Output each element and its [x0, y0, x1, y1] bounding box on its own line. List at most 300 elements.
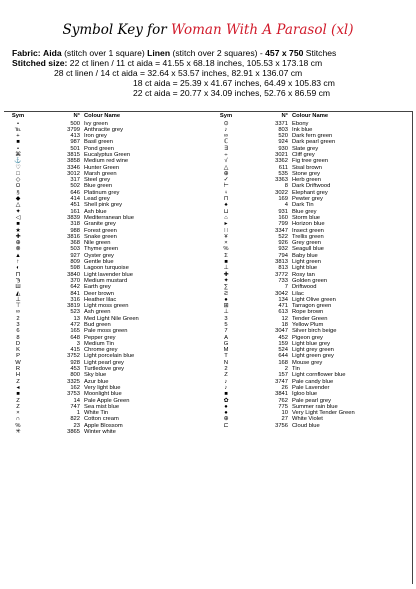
symbol-cell: ¥ — [224, 233, 228, 240]
thread-number-cell: 762 — [278, 397, 288, 404]
colour-name-cell: Basil green — [84, 139, 114, 146]
symbol-cell: ■ — [16, 391, 20, 398]
symbol-cell: % — [223, 246, 229, 253]
thread-number-cell: 8 — [284, 183, 288, 190]
symbol-cell: K — [16, 347, 20, 354]
stitched-size-line-1 — [12, 58, 412, 69]
thread-number-cell: 452 — [278, 334, 288, 341]
colour-name-cell: Pewter grey — [292, 196, 323, 203]
symbol-cell: ▲ — [15, 252, 21, 259]
colour-name-cell: Light lavender blue — [84, 271, 133, 278]
symbol-cell: 2 — [224, 366, 228, 373]
thread-number-cell: 3022 — [275, 189, 288, 196]
thread-number-cell: 368 — [70, 240, 80, 247]
colour-name-cell: Snake green — [84, 233, 117, 240]
header-num: N° — [73, 113, 80, 119]
thread-number-cell: 3756 — [275, 422, 288, 429]
symbol-cell: ℂ — [223, 139, 229, 146]
thread-number-cell: 928 — [70, 359, 80, 366]
colour-name-cell: Seagull blue — [292, 246, 324, 253]
symbol-cell: ✚ — [15, 233, 21, 240]
symbol-cell: 7 — [224, 328, 228, 335]
page-title — [0, 22, 416, 38]
symbol-cell: ◆ — [15, 196, 21, 203]
colour-name-cell: Sky blue — [84, 372, 107, 379]
symbol-cell: × — [16, 410, 20, 417]
symbol-cell: Ϡ — [15, 277, 21, 284]
thread-number-cell: 2 — [284, 366, 288, 373]
key-header — [6, 113, 196, 120]
symbol-cell: ◐ — [16, 265, 20, 272]
colour-name-cell: Tender Green — [292, 315, 328, 322]
thread-number-cell: 370 — [70, 277, 80, 284]
thread-number-cell: 932 — [278, 246, 288, 253]
thread-number-cell: 3363 — [275, 177, 288, 184]
colour-name-cell: Medium red wine — [84, 158, 129, 165]
symbol-cell: ★ — [15, 227, 21, 234]
thread-number-cell: 453 — [70, 366, 80, 373]
colour-name-cell: Gentle blue — [84, 259, 114, 266]
thread-number-cell: 931 — [278, 208, 288, 215]
symbol-cell: H — [15, 372, 21, 379]
colour-name-cell: Shell pink grey — [84, 202, 123, 209]
thread-number-cell: 500 — [70, 120, 80, 127]
thread-number-cell: 134 — [278, 296, 288, 303]
thread-number-cell: 646 — [70, 189, 80, 196]
colour-name-cell: Medium Tin — [84, 340, 114, 347]
symbol-cell: • — [16, 120, 20, 127]
colour-name-cell: Azur blue — [84, 378, 109, 385]
colour-name-cell: Ink blue — [292, 126, 313, 133]
colour-name-cell: Dark Tin — [292, 202, 314, 209]
colour-name-cell: Ash green — [84, 309, 111, 316]
colour-name-cell: Light blue grey — [292, 340, 331, 347]
thread-number-cell: 775 — [278, 403, 288, 410]
colour-name-cell: Earth grey — [84, 284, 111, 291]
thread-number-cell: 10 — [281, 410, 288, 417]
thread-number-cell: 3816 — [67, 233, 80, 240]
symbol-cell: ℡ — [14, 126, 22, 133]
colour-name-cell: Moonlight blue — [84, 391, 122, 398]
symbol-cell: Ω — [15, 183, 21, 190]
thread-number-cell: 503 — [70, 246, 80, 253]
colour-name-cell: Stone grey — [292, 170, 321, 177]
symbol-cell: ∞ — [15, 309, 21, 316]
colour-name-cell: Forest green — [84, 227, 117, 234]
thread-number-cell: 3047 — [275, 328, 288, 335]
symbol-cell: ⊙ — [223, 120, 229, 127]
thread-number-cell: 926 — [278, 240, 288, 247]
thread-number-cell: 13 — [73, 315, 80, 322]
colour-name-cell: Silver birch beige — [292, 328, 337, 335]
thread-number-cell: 3021 — [275, 151, 288, 158]
colour-name-cell: Igloo blue — [292, 391, 318, 398]
thread-number-cell: 3346 — [67, 164, 80, 171]
title-pattern-name: Woman With A Parasol (xl) — [171, 22, 354, 38]
colour-name-cell: Very light blue — [84, 384, 121, 391]
colour-name-cell: Rope brown — [292, 309, 324, 316]
key-column-left — [6, 113, 196, 435]
symbol-cell: Z — [224, 372, 228, 379]
symbol-cell: ● — [224, 296, 228, 303]
colour-name-cell: Trellis green — [292, 233, 324, 240]
symbol-cell: Ƨ — [224, 290, 228, 297]
colour-name-cell: Cotton cream — [84, 416, 119, 423]
thread-number-cell: 413 — [70, 133, 80, 140]
thread-number-cell: 813 — [278, 265, 288, 272]
thread-number-cell: 642 — [70, 284, 80, 291]
thread-number-cell: 1 — [76, 410, 80, 417]
stitched-size-label: Stitched size: — [12, 58, 68, 68]
colour-name-cell: Oyster grey — [84, 252, 114, 259]
thread-number-cell: 3772 — [275, 271, 288, 278]
thread-number-cell: 924 — [278, 139, 288, 146]
symbol-cell: Σ — [224, 252, 228, 259]
symbol-cell: ⊕ — [223, 170, 229, 177]
symbol-cell: Π — [15, 271, 21, 278]
symbol-cell: ◭ — [15, 290, 21, 297]
thread-number-cell: 159 — [278, 340, 288, 347]
symbol-cell: ⊏ — [223, 422, 229, 429]
symbol-cell: □ — [16, 170, 20, 177]
thread-number-cell: 799 — [278, 221, 288, 228]
symbol-cell: Z — [16, 378, 20, 385]
table-row — [6, 429, 196, 435]
colour-name-cell: Sea mist blue — [84, 403, 120, 410]
thread-number-cell: 3325 — [67, 378, 80, 385]
symbol-cell: ✓ — [223, 177, 229, 184]
colour-name-cell: Platinum grey — [84, 189, 120, 196]
colour-name-cell: Lilac — [292, 290, 304, 297]
colour-name-cell: Summer rain blue — [292, 403, 338, 410]
thread-number-cell: 3865 — [67, 429, 80, 436]
symbol-cell: ↑ — [16, 259, 20, 266]
colour-name-cell: Granite grey — [84, 221, 116, 228]
symbol-cell: ● — [224, 403, 228, 410]
symbol-cell: M — [223, 347, 229, 354]
thread-number-cell: 12 — [281, 315, 288, 322]
thread-number-cell: 162 — [70, 384, 80, 391]
symbol-cell: ◂ — [16, 384, 20, 391]
colour-name-cell: Heather lilac — [84, 296, 117, 303]
symbol-cell: P — [16, 353, 20, 360]
symbol-cell: Z — [16, 403, 20, 410]
symbol-cell: Z — [16, 397, 20, 404]
symbol-cell: ♠ — [224, 202, 228, 209]
colour-name-cell: Deer brown — [84, 290, 114, 297]
colour-name-cell: Ash blue — [84, 208, 107, 215]
thread-number-cell: 157 — [278, 372, 288, 379]
symbol-cell: ◇ — [15, 177, 21, 184]
fabric-aida: Aida — [43, 48, 62, 58]
title-prefix: Symbol Key for — [62, 22, 167, 38]
colour-name-cell: Med Light Nile Green — [84, 315, 139, 322]
thread-number-cell: 987 — [70, 139, 80, 146]
thread-number-cell: 14 — [73, 397, 80, 404]
symbol-cell: ♀ — [223, 189, 229, 196]
thread-number-cell: 3012 — [67, 170, 80, 177]
symbol-cell: ⊞ — [223, 303, 229, 310]
colour-name-cell: Nile green — [84, 240, 111, 247]
thread-number-cell: 3819 — [67, 303, 80, 310]
colour-name-cell: Mediterranean blue — [84, 214, 134, 221]
thread-number-cell: 794 — [278, 252, 288, 259]
colour-name-cell: Light Olive green — [292, 296, 336, 303]
colour-name-cell: Ivy green — [84, 120, 108, 127]
thread-number-cell: 930 — [278, 145, 288, 152]
colour-name-cell: Mouse grey — [292, 359, 323, 366]
symbol-cell: § — [16, 189, 20, 196]
thread-number-cell: 501 — [70, 145, 80, 152]
symbol-cell: ▸ — [224, 221, 228, 228]
thread-number-cell: 316 — [70, 296, 80, 303]
colour-name-cell: Driftwood — [292, 284, 317, 291]
colour-name-cell: Light grey green — [292, 347, 334, 354]
symbol-cell: ⊥ — [223, 265, 229, 272]
thread-number-cell: 165 — [70, 328, 80, 335]
symbol-cell: ⊢ — [223, 183, 229, 190]
symbol-cell: × — [224, 240, 228, 247]
colour-name-cell: Apple Blossom — [84, 422, 123, 429]
thread-number-cell: 23 — [73, 422, 80, 429]
colour-name-cell: Light green grey — [292, 353, 334, 360]
colour-name-cell: Cloud blue — [292, 422, 320, 429]
thread-number-cell: 415 — [70, 347, 80, 354]
symbol-cell: + — [16, 133, 20, 140]
thread-number-cell: 3747 — [275, 378, 288, 385]
thread-number-cell: 3042 — [275, 290, 288, 297]
symbol-cell: ∑ — [223, 284, 229, 291]
colour-name-cell: Tin — [292, 366, 300, 373]
symbol-cell: ♪ — [224, 384, 228, 391]
stitched-size-line-4: 22 ct aida = 20.77 x 34.09 inches, 52.76 x 86.59 cm — [133, 88, 331, 98]
symbol-cell: ⊥ — [15, 296, 21, 303]
colour-name-cell: Fig tree green — [292, 158, 329, 165]
symbol-cell: △ — [15, 202, 21, 209]
thread-number-cell: 3362 — [275, 158, 288, 165]
symbol-cell: ∃ — [224, 145, 228, 152]
symbol-cell: ÷ — [224, 151, 228, 158]
colour-name-cell: Lead grey — [84, 196, 110, 203]
colour-name-cell: Marsh green — [84, 170, 117, 177]
fabric-label: Fabric: — [12, 48, 41, 58]
symbol-cell: ⊕ — [15, 240, 21, 247]
header-name: Colour Name — [84, 113, 121, 119]
symbol-cell: ⚓ — [14, 158, 22, 165]
thread-number-cell: 613 — [278, 309, 288, 316]
colour-name-cell: Blue green — [84, 183, 113, 190]
colour-name-cell: Dark Driftwood — [292, 183, 331, 190]
symbol-cell: ✚ — [223, 271, 229, 278]
symbol-cell: △ — [223, 164, 229, 171]
thread-number-cell: 3371 — [275, 120, 288, 127]
thread-number-cell: 524 — [278, 347, 288, 354]
symbol-cell: ■ — [224, 259, 228, 266]
thread-number-cell: 3815 — [67, 151, 80, 158]
thread-number-cell: 502 — [70, 183, 80, 190]
colour-name-cell: Winter white — [84, 429, 116, 436]
symbol-cell: • — [16, 145, 20, 152]
symbol-cell: √ — [224, 158, 228, 165]
thread-number-cell: 809 — [70, 259, 80, 266]
thread-number-cell: 472 — [70, 322, 80, 328]
colour-name-cell: Yellow Plum — [292, 322, 324, 328]
thread-number-cell: 27 — [281, 416, 288, 423]
colour-name-cell: Medium mustard — [84, 277, 128, 284]
colour-name-cell: Anthracite grey — [84, 126, 123, 133]
symbol-cell: Ш — [15, 284, 21, 291]
symbol-cell: G — [223, 340, 229, 347]
thread-number-cell: 451 — [70, 202, 80, 209]
symbol-cell: ⊓ — [223, 196, 229, 203]
colour-name-cell: Bud green — [84, 322, 111, 328]
thread-number-cell: 733 — [278, 277, 288, 284]
symbol-cell: W — [15, 359, 21, 366]
thread-number-cell: 160 — [278, 214, 288, 221]
symbol-cell: ✦ — [15, 208, 21, 215]
thread-number-cell: 3839 — [67, 214, 80, 221]
header-name: Colour Name — [292, 113, 329, 119]
colour-name-cell: Light pearl grey — [84, 359, 124, 366]
symbol-cell: 2 — [16, 315, 20, 322]
key-column-right — [214, 113, 404, 429]
symbol-cell: N — [223, 359, 229, 366]
thread-number-cell: 3753 — [67, 391, 80, 398]
thread-number-cell: 611 — [278, 164, 288, 171]
stitched-size-line-2: 28 ct linen / 14 ct aida = 32.64 x 53.57 inches, 82.91 x 136.07 cm — [54, 68, 303, 78]
colour-name-cell: Chrome grey — [84, 347, 118, 354]
colour-name-cell: Turtledove grey — [84, 366, 125, 373]
thread-number-cell: 598 — [70, 265, 80, 272]
colour-name-cell: Tarragon green — [292, 303, 332, 310]
symbol-cell: ✦ — [223, 277, 229, 284]
thread-number-cell: 3752 — [67, 353, 80, 360]
colour-name-cell: Light blue — [292, 265, 318, 272]
symbol-cell: ⌂ — [224, 214, 228, 221]
colour-name-cell: Light cornflower blue — [292, 372, 346, 379]
header-num: N° — [281, 113, 288, 119]
thread-number-cell: 841 — [70, 290, 80, 297]
colour-name-cell: Storm blue — [292, 214, 321, 221]
thread-number-cell: 3347 — [275, 227, 288, 234]
symbol-cell: ⊥ — [223, 309, 229, 316]
key-rows-left — [6, 121, 196, 436]
thread-number-cell: 4 — [284, 202, 288, 209]
symbol-cell: 6 — [16, 328, 20, 335]
thread-number-cell: 18 — [281, 322, 288, 328]
symbol-cell: ⊔ — [223, 208, 229, 215]
thread-number-cell: 168 — [278, 359, 288, 366]
symbol-cell: ∷ — [224, 227, 228, 234]
stitched-size-22ct: 22 ct linen / 11 ct aida = 41.55 x 68.18 inches, 105.53 x 173.18 cm — [69, 58, 323, 68]
symbol-cell: ◁ — [15, 214, 21, 221]
key-header — [214, 113, 404, 120]
thread-number-cell: 520 — [278, 133, 288, 140]
symbol-cell: R — [15, 366, 21, 373]
thread-number-cell: 988 — [70, 227, 80, 234]
symbol-cell: 3 — [16, 322, 20, 328]
colour-name-cell: Horizon blue — [292, 221, 325, 228]
colour-name-cell: Lagoon turquoise — [84, 265, 129, 272]
colour-name-cell: Blue grey — [292, 208, 317, 215]
thread-number-cell: 803 — [278, 126, 288, 133]
symbol-cell: ■ — [16, 139, 20, 146]
colour-name-cell: Herb green — [292, 177, 322, 184]
colour-name-cell: Pond green — [84, 145, 114, 152]
fabric-aida-note: (stitch over 1 square) — [64, 48, 145, 58]
thread-number-cell: 522 — [278, 233, 288, 240]
fabric-linen-note: (stitch over 2 squares) — [172, 48, 258, 58]
colour-name-cell: Pigeon grey — [292, 334, 323, 341]
thread-number-cell: 535 — [278, 170, 288, 177]
colour-name-cell: Hunter Green — [84, 164, 120, 171]
colour-name-cell: Pale Lavender — [292, 384, 330, 391]
table-row — [214, 423, 404, 429]
symbol-cell: ⊤ — [15, 303, 21, 310]
colour-name-cell: Sisal brown — [292, 164, 322, 171]
colour-name-cell: Dark fern green — [292, 133, 333, 140]
thread-number-cell: 800 — [70, 372, 80, 379]
thread-number-cell: 161 — [70, 208, 80, 215]
thread-number-cell: 318 — [70, 221, 80, 228]
colour-name-cell: Elephant grey — [292, 189, 328, 196]
thread-number-cell: 471 — [278, 303, 288, 310]
colour-name-cell: Light porcelain blue — [84, 353, 135, 360]
header-sym: Sym — [11, 113, 25, 119]
symbol-cell: ✿ — [223, 397, 229, 404]
colour-name-cell: Dark pearl green — [292, 139, 336, 146]
symbol-cell: ♡ — [15, 164, 21, 171]
fabric-line: Fabric: Aida (stitch over 1 square) Linen (stitch over 2 squares) - 457 x 750 Stitches — [12, 48, 337, 58]
thread-number-cell: 644 — [278, 353, 288, 360]
symbol-cell: ∞ — [223, 133, 229, 140]
symbol-cell: ♪ — [224, 378, 228, 385]
colour-name-cell: Baby blue — [292, 252, 318, 259]
symbol-cell: ∩ — [15, 416, 21, 423]
symbol-cell: % — [15, 422, 21, 429]
thread-number-cell: 414 — [70, 196, 80, 203]
thread-number-cell: 3 — [76, 340, 80, 347]
colour-name-cell: Golden green — [292, 277, 328, 284]
colour-name-cell: Pale moss green — [84, 328, 128, 335]
symbol-cell: 3 — [224, 315, 228, 322]
key-rows-right — [214, 121, 404, 430]
colour-name-cell: Light green — [292, 259, 322, 266]
colour-name-cell: Cliff grey — [292, 151, 315, 158]
thread-number-cell: 3858 — [67, 158, 80, 165]
colour-name-cell: White Violet — [292, 416, 323, 423]
colour-name-cell: Ebony — [292, 120, 309, 127]
colour-name-cell: Eucalyptus Green — [84, 151, 131, 158]
colour-name-cell: Pale candy blue — [292, 378, 334, 385]
colour-name-cell: Pale Apple Green — [84, 397, 130, 404]
symbol-cell: ● — [224, 410, 228, 417]
colour-name-cell: Grey green — [292, 240, 321, 247]
colour-name-cell: Rosy tan — [292, 271, 315, 278]
thread-number-cell: 648 — [70, 334, 80, 341]
thread-number-cell: 822 — [70, 416, 80, 423]
symbol-cell: ⊗ — [15, 246, 21, 253]
thread-number-cell: 3813 — [275, 259, 288, 266]
thread-number-cell: 7 — [284, 284, 288, 291]
symbol-cell: 5 — [224, 322, 228, 328]
colour-name-cell: Steel grey — [84, 177, 111, 184]
thread-number-cell: 3841 — [275, 391, 288, 398]
stitch-count-suffix: Stitches — [305, 48, 337, 58]
stitch-count: 457 x 750 — [265, 48, 304, 58]
thread-number-cell: 927 — [70, 252, 80, 259]
thread-number-cell: 747 — [70, 403, 80, 410]
